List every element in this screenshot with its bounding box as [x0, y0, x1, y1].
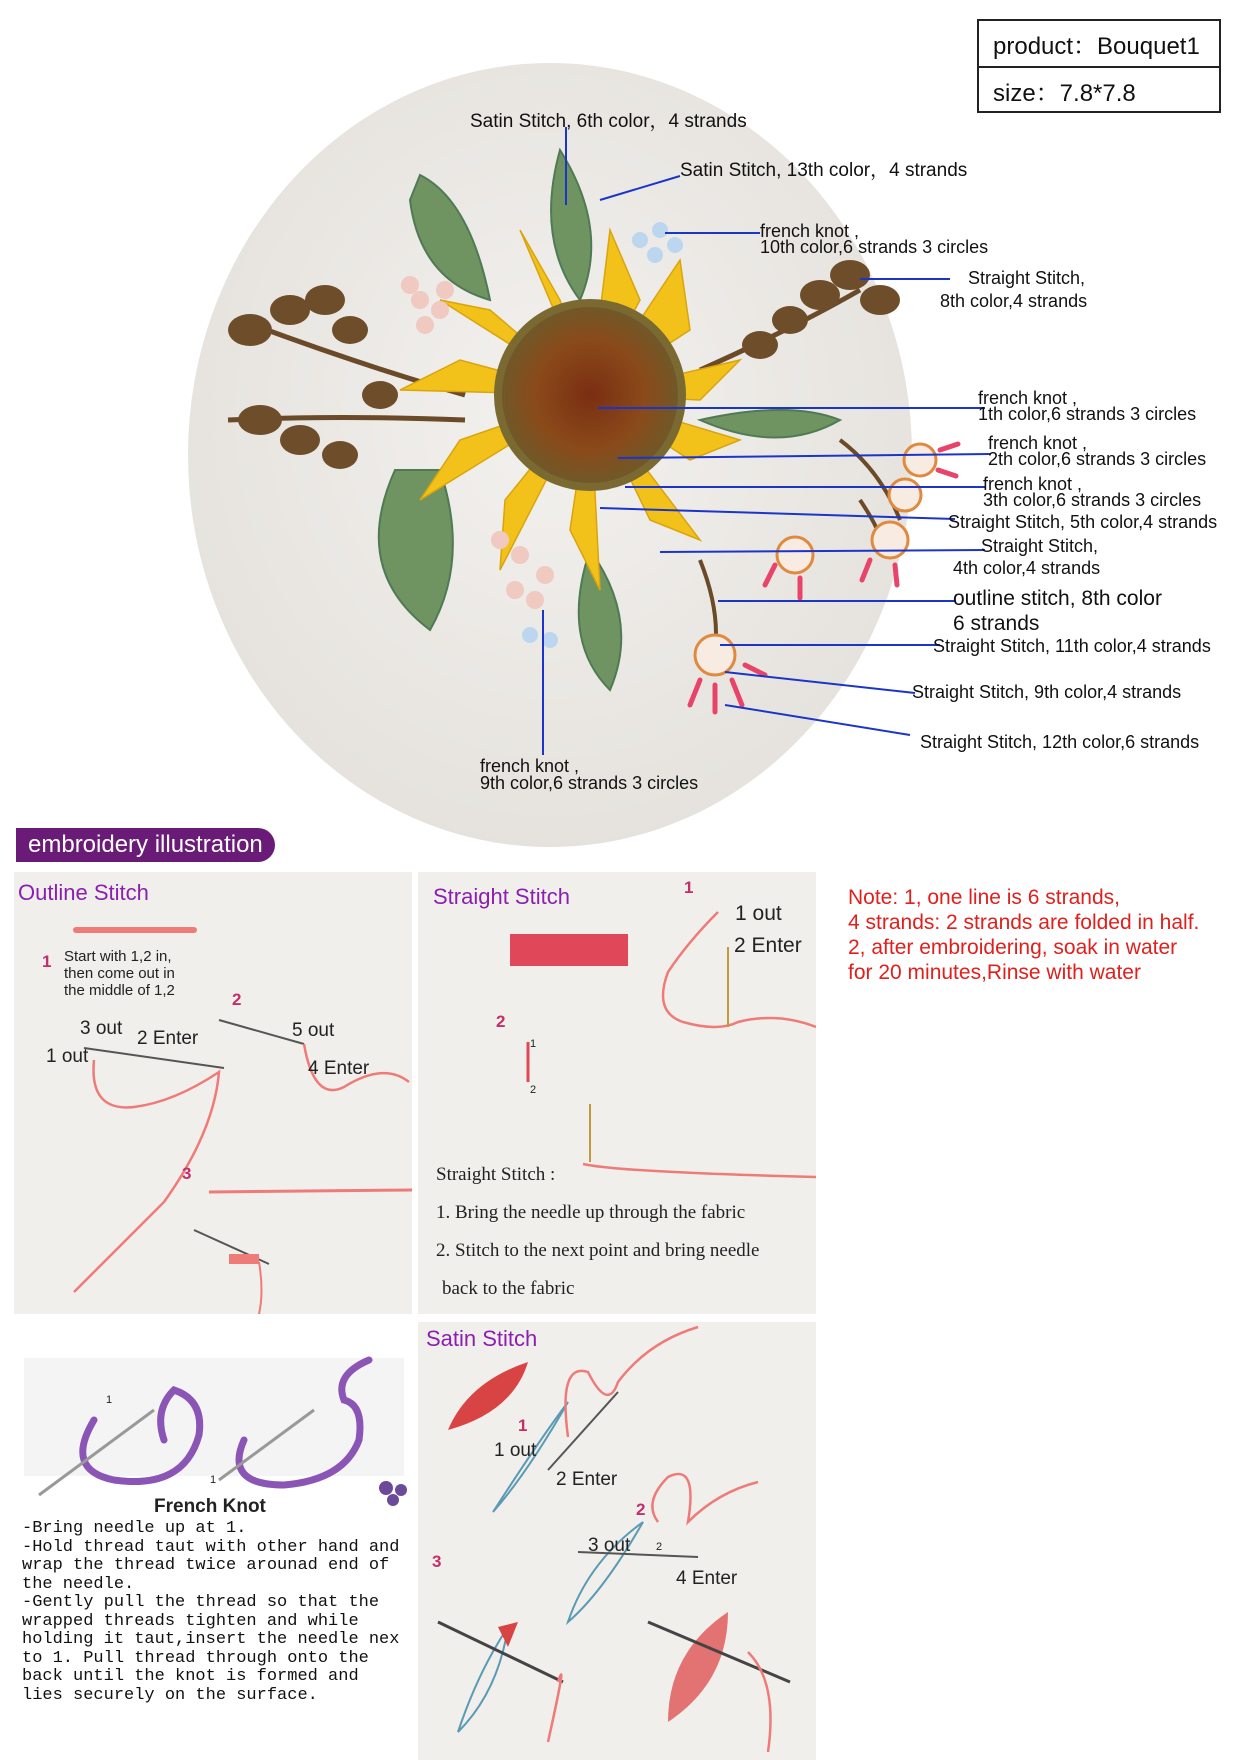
- note-line2: 4 strands: 2 strands are folded in half.: [848, 911, 1200, 934]
- french-n1b: 1: [210, 1474, 217, 1486]
- label-knot-2th-b: 2th color,6 strands 3 circles: [988, 449, 1207, 469]
- label-knot-3th-b: 3th color,6 strands 3 circles: [983, 490, 1202, 510]
- french-line5: -Gently pull the thread so that the: [22, 1593, 380, 1612]
- straight-stitch-panel: [418, 872, 816, 1314]
- straight-small1: 1: [530, 1038, 537, 1050]
- satin-step3-num: 3: [432, 1552, 442, 1571]
- french-knot-instructions: [22, 1520, 399, 1705]
- label-satin-6th: Satin Stitch, 6th color，4 strands: [470, 111, 747, 132]
- outline-step1-line1: Start with 1,2 in,: [64, 948, 172, 965]
- satin-1out: 1 out: [494, 1440, 537, 1461]
- outline-step1-text: [64, 948, 175, 999]
- label-outline-8th-b: 6 strands: [953, 612, 1040, 635]
- label-knot-2th-a: french knot ,: [988, 433, 1088, 453]
- outline-step3-num: 3: [182, 1164, 192, 1183]
- straight-desc-2: 2. Stitch to the next point and bring needle: [436, 1240, 760, 1261]
- french-knot-title: French Knot: [154, 1496, 266, 1517]
- french-line2: -Hold thread taut with other hand and: [22, 1537, 400, 1557]
- note-line4: for 20 minutes,Rinse with water: [848, 961, 1141, 984]
- french-line10: lies securely on the surface.: [22, 1685, 318, 1705]
- satin-4enter: 4 Enter: [676, 1568, 738, 1589]
- label-straight-11th: Straight Stitch, 11th color,4 strands: [933, 636, 1211, 656]
- straight-step2-num: 2: [496, 1012, 506, 1031]
- french-n1: 1: [106, 1394, 113, 1406]
- outline-step1-num: 1: [42, 952, 52, 971]
- label-straight-5th: Straight Stitch, 5th color,4 strands: [948, 512, 1218, 532]
- outline-stitch-title: Outline Stitch: [18, 880, 149, 905]
- label-knot-3th-a: french knot ,: [983, 474, 1083, 494]
- straight-desc-title: Straight Stitch :: [436, 1164, 556, 1185]
- care-note: [848, 885, 1228, 985]
- straight-small2: 2: [530, 1084, 537, 1096]
- satin-step1-num: 1: [518, 1416, 528, 1435]
- french-line9: back until the knot is formed and: [22, 1667, 359, 1686]
- label-straight-8th-b: 8th color,4 strands: [940, 291, 1088, 311]
- outline-4enter: 4 Enter: [308, 1058, 370, 1079]
- outline-1out: 1 out: [46, 1046, 89, 1067]
- outline-step1-line3: the middle of 1,2: [64, 982, 175, 999]
- note-line3: 2, after embroidering, soak in water: [848, 936, 1178, 959]
- section-header: embroidery illustration: [16, 828, 275, 862]
- outline-step1-line2: then come out in: [64, 965, 175, 982]
- label-knot-10th-b: 10th color,6 strands 3 circles: [760, 237, 989, 257]
- straight-step1-num: 1: [684, 878, 694, 897]
- note-line1: Note: 1, one line is 6 strands,: [848, 886, 1120, 909]
- straight-desc-1: 1. Bring the needle up through the fabric: [436, 1202, 746, 1223]
- outline-stitch-diagram: [14, 872, 412, 1314]
- label-straight-12th: Straight Stitch, 12th color,6 strands: [920, 732, 1200, 752]
- french-line8: to 1. Pull thread through onto the: [22, 1648, 369, 1668]
- label-straight-4th-a: Straight Stitch,: [981, 536, 1099, 556]
- label-knot-10th-a: french knot ,: [760, 221, 860, 241]
- outline-step2-num: 2: [232, 990, 242, 1009]
- outline-3out: 3 out: [80, 1018, 123, 1039]
- french-line1: -Bring needle up at 1.: [22, 1519, 247, 1538]
- french-knot-diagram: [14, 1320, 412, 1520]
- label-straight-8th-a: Straight Stitch,: [968, 268, 1086, 288]
- label-knot-9th-b: 9th color,6 strands 3 circles: [480, 773, 699, 793]
- product-name: product：Bouquet1: [993, 33, 1200, 60]
- french-line4: the needle.: [22, 1574, 135, 1594]
- label-straight-4th-b: 4th color,4 strands: [953, 558, 1101, 578]
- product-size: size：7.8*7.8: [979, 66, 1219, 113]
- outline-5out: 5 out: [292, 1020, 335, 1041]
- straight-desc-3: back to the fabric: [442, 1278, 575, 1299]
- straight-2enter: 2 Enter: [734, 934, 802, 957]
- label-knot-1th-b: 1th color,6 strands 3 circles: [978, 404, 1197, 424]
- label-knot-9th-a: french knot ,: [480, 756, 580, 776]
- french-knot-panel: [14, 1320, 412, 1760]
- straight-stitch-title: Straight Stitch: [433, 884, 570, 909]
- straight-1out: 1 out: [735, 902, 782, 925]
- satin-2enter: 2 Enter: [556, 1469, 618, 1490]
- outline-2enter: 2 Enter: [137, 1028, 199, 1049]
- label-satin-13th: Satin Stitch, 13th color，4 strands: [680, 160, 968, 181]
- outline-stitch-panel: [14, 872, 412, 1314]
- satin-small2: 2: [656, 1541, 663, 1553]
- satin-stitch-title: Satin Stitch: [426, 1326, 538, 1351]
- french-line3: wrap the thread twice arounad end of: [22, 1556, 390, 1575]
- hoop-labels: [0, 0, 1240, 850]
- french-line7: holding it taut,insert the needle nex: [22, 1630, 400, 1649]
- label-outline-8th-a: outline stitch, 8th color: [953, 587, 1162, 610]
- satin-3out: 3 out: [588, 1535, 631, 1556]
- satin-stitch-panel: [418, 1322, 816, 1760]
- satin-step2-num: 2: [636, 1500, 646, 1519]
- label-knot-1th-a: french knot ,: [978, 388, 1078, 408]
- label-straight-9th: Straight Stitch, 9th color,4 strands: [912, 682, 1182, 702]
- french-line6: wrapped threads tighten and while: [22, 1611, 359, 1631]
